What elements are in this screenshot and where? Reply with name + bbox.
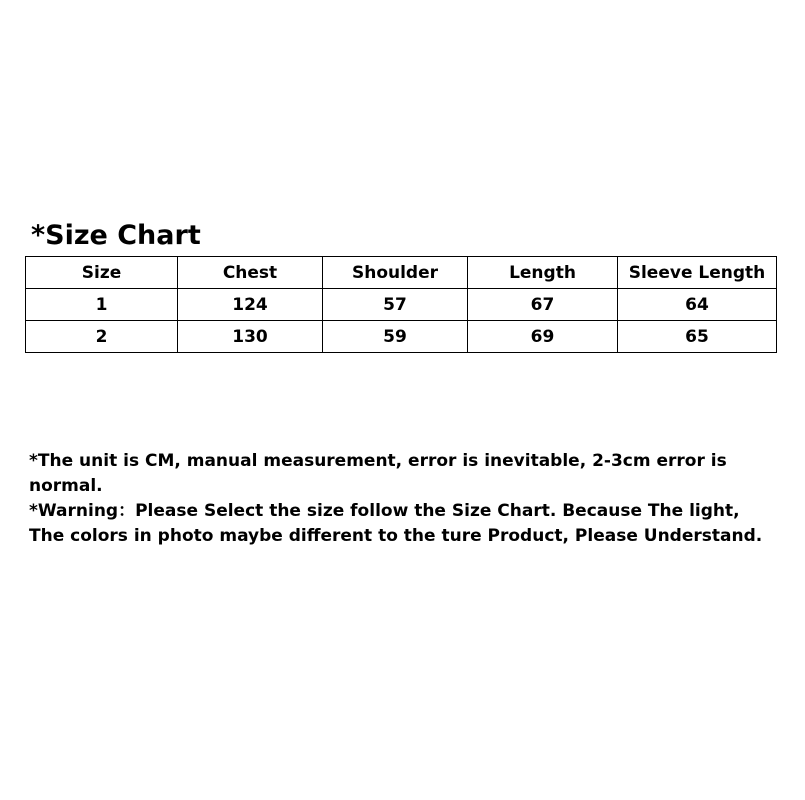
unit-note: *The unit is CM, manual measurement, error is inevitable, 2-3cm error is normal.	[29, 451, 727, 496]
notes-block	[29, 449, 769, 549]
cell-shoulder: 57	[323, 289, 468, 321]
table-row	[26, 289, 777, 321]
header-sleeve-length: Sleeve Length	[618, 257, 777, 289]
cell-sleeve-length: 65	[618, 321, 777, 353]
cell-shoulder: 59	[323, 321, 468, 353]
header-chest: Chest	[178, 257, 323, 289]
table-row	[26, 321, 777, 353]
cell-length: 69	[468, 321, 618, 353]
cell-chest: 124	[178, 289, 323, 321]
cell-length: 67	[468, 289, 618, 321]
header-length: Length	[468, 257, 618, 289]
header-size: Size	[26, 257, 178, 289]
cell-size: 2	[26, 321, 178, 353]
table-header-row	[26, 257, 777, 289]
cell-chest: 130	[178, 321, 323, 353]
header-shoulder: Shoulder	[323, 257, 468, 289]
cell-size: 1	[26, 289, 178, 321]
size-chart-title: *Size Chart	[31, 220, 201, 251]
cell-sleeve-length: 64	[618, 289, 777, 321]
size-chart-table	[25, 256, 777, 353]
warning-note: *Warning：Please Select the size follow the Size Chart. Because The light, The colors in photo maybe different to the ture Product, Please Understand.	[29, 501, 763, 546]
